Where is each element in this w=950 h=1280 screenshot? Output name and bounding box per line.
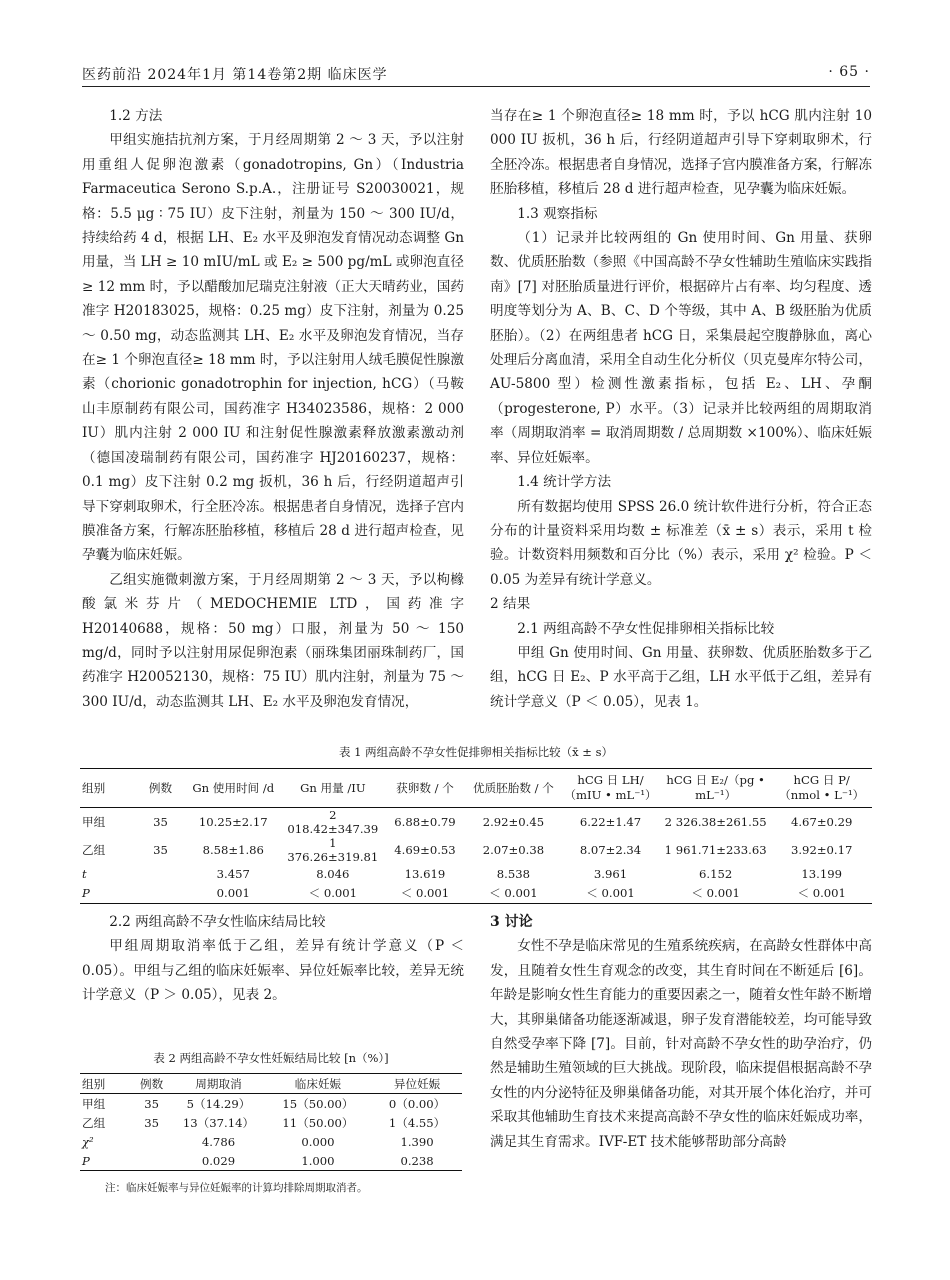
section-heading-2-2: 2.2 两组高龄不孕女性临床结局比较 xyxy=(109,914,326,930)
table2-caption: 表 2 两组高龄不孕女性妊娠结局比较 [n（%）] xyxy=(153,1051,389,1065)
left-column-lower xyxy=(82,910,464,1008)
table-cell: 3.457 xyxy=(216,866,250,881)
statistics-paragraph: 所有数据均使用 SPSS 26.0 统计软件进行分析，符合正态分布的计量资料采用均数 ± 标准差（x̄ ± s）表示，采用 t 检验。计数资料用频数和百分比（%）表示，采用 χ² 检验。P ＜ 0.05 为差异有统计学意义。 xyxy=(490,498,872,588)
table-cell: 35 xyxy=(144,1115,159,1130)
table-row xyxy=(80,836,872,864)
table2-header-cell: 异位妊娠 xyxy=(393,1076,441,1091)
table1-header-cell: hCG 日 P/（nmol • L⁻¹） xyxy=(779,773,865,802)
table-cell: 1 376.26±319.81 xyxy=(287,836,379,864)
section-heading-1-2: 1.2 方法 xyxy=(109,108,163,124)
table-cell: 3.92±0.17 xyxy=(791,843,853,857)
section-heading-3: 3 讨论 xyxy=(490,914,533,930)
table-cell: 4.786 xyxy=(201,1134,236,1149)
table-cell: 35 xyxy=(153,843,168,857)
table-cell: 5（14.29） xyxy=(186,1096,251,1111)
table-row xyxy=(80,808,872,837)
method-paragraph-group-a: 甲组实施拮抗剂方案，于月经周期第 2 ～ 3 天，予以注射用重组人促卵泡激素（gonadotropins, Gn）（Industria Farmaceutica Serono S.p.A.，注册证号 S20030021，规格：5.5 μg ∶ 75 IU）皮下注射，剂量为 150 ～ 300 IU/d，持续给药 4 d，根据 LH、E₂ 水平及卵泡发育情况动态调整 Gn 用量，当 LH ≥ 10 mIU/mL 或 E₂ ≥ 500 pg/mL 或卵泡直径≥ 12 mm 时，予以醋酸加尼瑞克注射液（正大天晴药业，国药准字 H20183025，规格：0.25 mg）皮下注射，剂量为 0.25 ～ 0.50 mg，动态监测其 LH、E₂ 水平及卵泡发育情况，当存在≥ 1 个卵泡直径≥ 18 mm 时，予以注射用人绒毛膜促性腺激素（chorionic gonadotrophin for injection, hCG）（马鞍山丰原制药有限公司，国药准字 H34023586，规格：2 000 IU）肌内注射 2 000 IU 和注射促性腺激素释放激素激动剂（德国凌瑞制药有限公司，国药准字 HJ20160237，规格：0.1 mg）皮下注射 0.2 mg 扳机，36 h 后，行经阴道超声引导下穿刺取卵术，行全胚冷冻。根据患者自身情况，选择子宫内膜准备方案，行解冻胚胎移植，移植后 28 d 进行超声检查，见孕囊为临床妊娠。 xyxy=(82,132,464,564)
table-cell: ＜ 0.001 xyxy=(797,886,846,901)
table-cell: 乙组 xyxy=(82,1115,106,1130)
table1-header-cell: Gn 用量 /IU xyxy=(300,780,366,795)
table-cell: χ² xyxy=(82,1134,94,1149)
table-cell xyxy=(130,1132,173,1151)
table-cell: 11（50.00） xyxy=(282,1115,354,1130)
table-cell: 4.67±0.29 xyxy=(791,815,853,829)
table-cell: 1.000 xyxy=(301,1153,335,1168)
table-cell: P xyxy=(82,886,90,901)
table2-header-cell: 例数 xyxy=(140,1076,164,1091)
table-cell: t xyxy=(82,866,87,881)
table-cell: 1（4.55） xyxy=(388,1115,446,1130)
table-cell: ＜ 0.001 xyxy=(400,886,450,901)
section-heading-1-3: 1.3 观察指标 xyxy=(517,205,598,222)
table2 xyxy=(80,1073,462,1171)
table2-header-cell: 临床妊娠 xyxy=(294,1076,342,1091)
table-cell: 0.029 xyxy=(201,1153,236,1168)
table-cell: 35 xyxy=(144,1096,159,1111)
method-paragraph-continued: 当存在≥ 1 个卵泡直径≥ 18 mm 时，予以 hCG 肌内注射 10 000 IU 扳机，36 h 后，行经阴道超声引导下穿刺取卵术，行全胚冷冻。根据患者自身情况，选择子宫内膜准备方案，行解冻胚胎移植，移植后 28 d 进行超声检查，见孕囊为临床妊娠。 xyxy=(490,108,872,198)
table-cell: 0.238 xyxy=(400,1153,434,1168)
table-cell: 1 961.71±233.63 xyxy=(664,843,767,857)
table-cell: 8.538 xyxy=(496,866,530,881)
section-heading-2: 2 结果 xyxy=(490,596,531,613)
table-cell: P xyxy=(82,1153,90,1168)
table-cell: 8.07±2.34 xyxy=(579,843,642,857)
left-column-upper xyxy=(82,104,464,714)
table-cell: ＜ 0.001 xyxy=(489,886,538,901)
table-cell: 0（0.00） xyxy=(388,1096,446,1111)
results-paragraph-2-1: 甲组 Gn 使用时间、Gn 用量、获卵数、优质胚胎数多于乙组，hCG 日 E₂、P 水平高于乙组，LH 水平低于乙组，差异有统计学意义（P ＜ 0.05），见表 1。 xyxy=(490,644,872,710)
table-cell: ＜ 0.001 xyxy=(308,886,358,901)
table1-header-cell: hCG 日 E₂/（pg • mL⁻¹） xyxy=(666,773,765,802)
table1-header-cell: 组别 xyxy=(82,780,106,795)
table-cell: 35 xyxy=(153,815,168,829)
table-cell: 2 018.42±347.39 xyxy=(287,808,379,836)
table-row xyxy=(80,1151,462,1171)
table1-header-row xyxy=(80,769,872,808)
table-cell xyxy=(136,864,185,884)
table-cell: 8.046 xyxy=(316,866,350,881)
table-cell: 2.92±0.45 xyxy=(482,815,545,829)
table-cell: 0.001 xyxy=(216,886,250,901)
page-number: · 65 · xyxy=(828,64,870,80)
section-heading-1-4: 1.4 统计学方法 xyxy=(517,474,612,491)
table-cell: 4.69±0.53 xyxy=(394,843,456,857)
method-paragraph-group-b: 乙组实施微刺激方案，于月经周期第 2 ～ 3 天，予以枸橼酸氯米芬片（MEDOCHEMIE LTD，国药准字 H20140688，规格：50 mg）口服，剂量为 50 ～ 150 mg/d，同时予以注射用尿促卵泡素（丽珠集团丽珠制药厂，国药准字 H20052130，规格：75 IU）肌内注射，剂量为 75 ～ 300 IU/d，动态监测其 LH、E₂ 水平及卵泡发育情况， xyxy=(82,571,464,710)
table1-caption: 表 1 两组高龄不孕女性促排卵相关指标比较（x̄ ± s） xyxy=(339,745,613,759)
table-cell: 甲组 xyxy=(82,1096,106,1111)
table1-header-cell: Gn 使用时间 /d xyxy=(192,780,275,795)
table-cell xyxy=(136,884,185,904)
table1-header-cell: 获卵数 / 个 xyxy=(396,780,454,795)
table-cell xyxy=(130,1151,173,1171)
table2-header-cell: 组别 xyxy=(82,1076,106,1091)
discussion-paragraph: 女性不孕是临床常见的生殖系统疾病，在高龄女性群体中高发，且随着女性生育观念的改变，其生育时间在不断延后 [6]。年龄是影响女性生育能力的重要因素之一，随着女性年龄不断增大，其卵巢储备功能逐渐减退，卵子发育潜能较差，均可能导致自然受孕率下降 [7]。目前，针对高龄不孕女性的助孕治疗，仍然是辅助生殖领域的巨大挑战。现阶段，临床提倡根据高龄不孕女性的内分泌特征及卵巢储备功能，对其开展个体化治疗，并可采取其他辅助生育技术来提高高龄不孕女性的临床妊娠成功率，满足其生育需求。IVF-ET 技术能够帮助部分高龄 xyxy=(490,938,872,1150)
table-cell: 10.25±2.17 xyxy=(198,815,268,829)
table-cell: 2 326.38±261.55 xyxy=(664,815,767,829)
right-column-lower xyxy=(490,910,872,1154)
table-row xyxy=(80,1132,462,1151)
table-cell: ＜ 0.001 xyxy=(586,886,635,901)
table-cell: 0.000 xyxy=(301,1134,335,1149)
table-cell: 1.390 xyxy=(400,1134,434,1149)
table-cell: 6.22±1.47 xyxy=(579,815,642,829)
table-cell: 3.961 xyxy=(593,866,628,881)
table1-header-cell: hCG 日 LH/（mIU • mL⁻¹） xyxy=(564,773,657,802)
table-cell: 13（37.14） xyxy=(182,1115,255,1130)
table-cell: 甲组 xyxy=(82,815,106,829)
table1-header-cell: 例数 xyxy=(148,780,173,795)
table-row xyxy=(80,884,872,904)
table-cell: 2.07±0.38 xyxy=(482,843,545,857)
results-paragraph-2-2: 甲组周期取消率低于乙组，差异有统计学意义（P ＜ 0.05）。甲组与乙组的临床妊娠率、异位妊娠率比较，差异无统计学意义（P ＞ 0.05），见表 2。 xyxy=(82,938,464,1004)
observation-paragraph: （1）记录并比较两组的 Gn 使用时间、Gn 用量、获卵数、优质胚胎数（参照《中国高龄不孕女性辅助生殖临床实践指南》[7] 对胚胎质量进行评价，根据碎片占有率、均匀程度、透明度等划分为 A、B、C、D 个等级，其中 A、B 级胚胎为优质胚胎）。（2）在两组患者 hCG 日，采集晨起空腹静脉血，离心处理后分离血清，采用全自动生化分析仪（贝克曼库尔特公司，AU-5800 型）检测性激素指标，包括 E₂、LH、孕酮（progesterone, P）水平。（3）记录并比较两组的周期取消率（周期取消率 = 取消周期数 / 总周期数 ×100%）、临床妊娠率、异位妊娠率。 xyxy=(490,230,872,466)
table-cell: 乙组 xyxy=(82,843,106,857)
table-cell: 15（50.00） xyxy=(282,1096,354,1111)
table2-note: 注：临床妊娠率与异位妊娠率的计算均排除周期取消者。 xyxy=(105,1182,368,1194)
table-cell: 13.199 xyxy=(801,866,842,881)
table2-header-row xyxy=(80,1074,462,1094)
table-cell: 13.619 xyxy=(404,866,446,881)
table-cell: 6.152 xyxy=(699,866,733,881)
journal-info: 医药前沿 2024年1月 第14卷第2期 临床医学 xyxy=(82,67,388,83)
table-row xyxy=(80,1113,462,1132)
section-heading-2-1: 2.1 两组高龄不孕女性促排卵相关指标比较 xyxy=(517,620,775,637)
table1-header-cell: 优质胚胎数 / 个 xyxy=(472,780,554,795)
table-row xyxy=(80,864,872,884)
table-cell: ＜ 0.001 xyxy=(691,886,740,901)
page-header xyxy=(82,62,870,87)
right-column-upper xyxy=(490,104,872,714)
table2-header-cell: 周期取消 xyxy=(195,1076,242,1091)
table-cell: 8.58±1.86 xyxy=(202,843,264,857)
table-cell: 6.88±0.79 xyxy=(394,815,456,829)
table1 xyxy=(80,768,872,904)
table-row xyxy=(80,1094,462,1114)
